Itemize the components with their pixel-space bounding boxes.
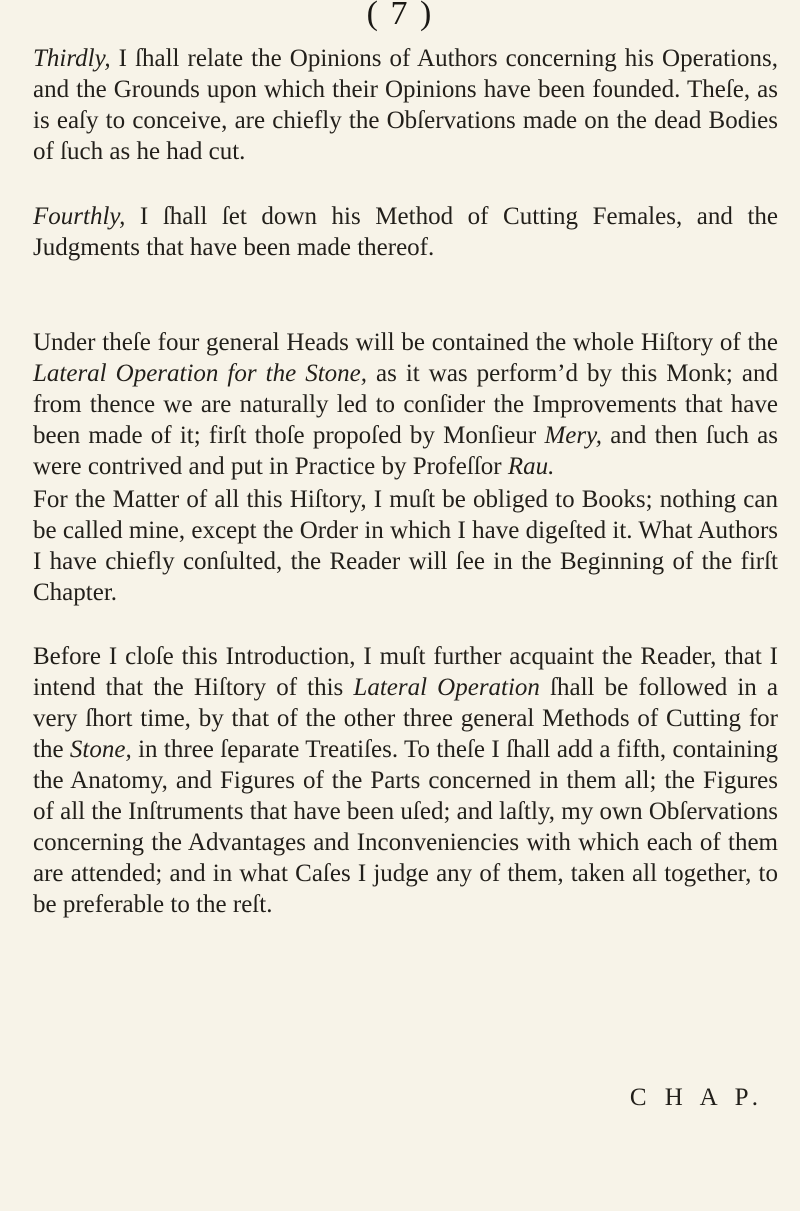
italic-phrase: Mery, bbox=[544, 422, 603, 449]
paragraph-text: Under theſe four general Heads will be contained the whole Hiſtory of the bbox=[33, 329, 778, 356]
paragraph-text: For the Matter of all this Hiſtory, I muſt be obliged to Books; nothing can be called mine, except the Order in which I have digeſted it. What Authors I have chiefly conſulted, the Reader will ſee in the Beginning of the firſt Chapter. bbox=[33, 486, 778, 606]
paragraph-text: I ſhall relate the Opinions of Authors concerning his Operations, and the Grounds upon which their Opinions have been founded. Theſe, as is eaſy to conceive, are chiefly the Obſervations made on the dead Bodies of ſuch as he had cut. bbox=[33, 45, 778, 165]
paragraph-before-close bbox=[33, 641, 778, 920]
paragraph-text: I ſhall ſet down his Method of Cutting Females, and the Judgments that have been made thereof. bbox=[33, 203, 778, 261]
paragraph-text: and then ſuch as were contrived and put in Practice by Profeſſor bbox=[33, 422, 778, 480]
italic-phrase: Lateral Operation for the Stone, bbox=[33, 360, 367, 387]
italic-phrase: Lateral Operation bbox=[353, 674, 540, 701]
paragraph-text: in three ſeparate Treatiſes. To theſe I ſhall add a fifth, containing the Anatomy, and Figures of the Parts concerned in them all; the Figures of all the Inſtruments that have been uſed; and laſtly, my own Obſervations concerning the Advantages and Inconveniencies with which each of them are attended; and in what Caſes I judge any of them, taken all together, to be preferable to the reſt. bbox=[33, 736, 779, 918]
paragraph-lead: Thirdly, bbox=[33, 45, 111, 72]
paragraph-thirdly bbox=[33, 43, 778, 167]
page-number: ( 7 ) bbox=[366, 0, 434, 32]
italic-phrase: Stone, bbox=[69, 736, 132, 763]
paragraph-general-heads bbox=[33, 327, 778, 482]
paragraph-fourthly bbox=[33, 201, 778, 263]
catchword: C H A P. bbox=[629, 1084, 764, 1111]
paragraph-text: as it was perform’d by this Monk; and from thence we are naturally led to conſider the Improvements that have been made of it; firſt thoſe propoſed by Monſieur bbox=[33, 360, 778, 449]
paragraph-text: Before I cloſe this Introduction, I muſt further acquaint the Reader, that I intend that the Hiſtory of this bbox=[33, 643, 778, 701]
italic-phrase: Rau. bbox=[507, 453, 555, 480]
paragraph-lead: Fourthly, bbox=[33, 203, 126, 230]
paragraph-matter bbox=[33, 484, 778, 608]
paragraph-text: ſhall be followed in a very ſhort time, by that of the other three general Methods of Cutting for the bbox=[33, 674, 778, 763]
